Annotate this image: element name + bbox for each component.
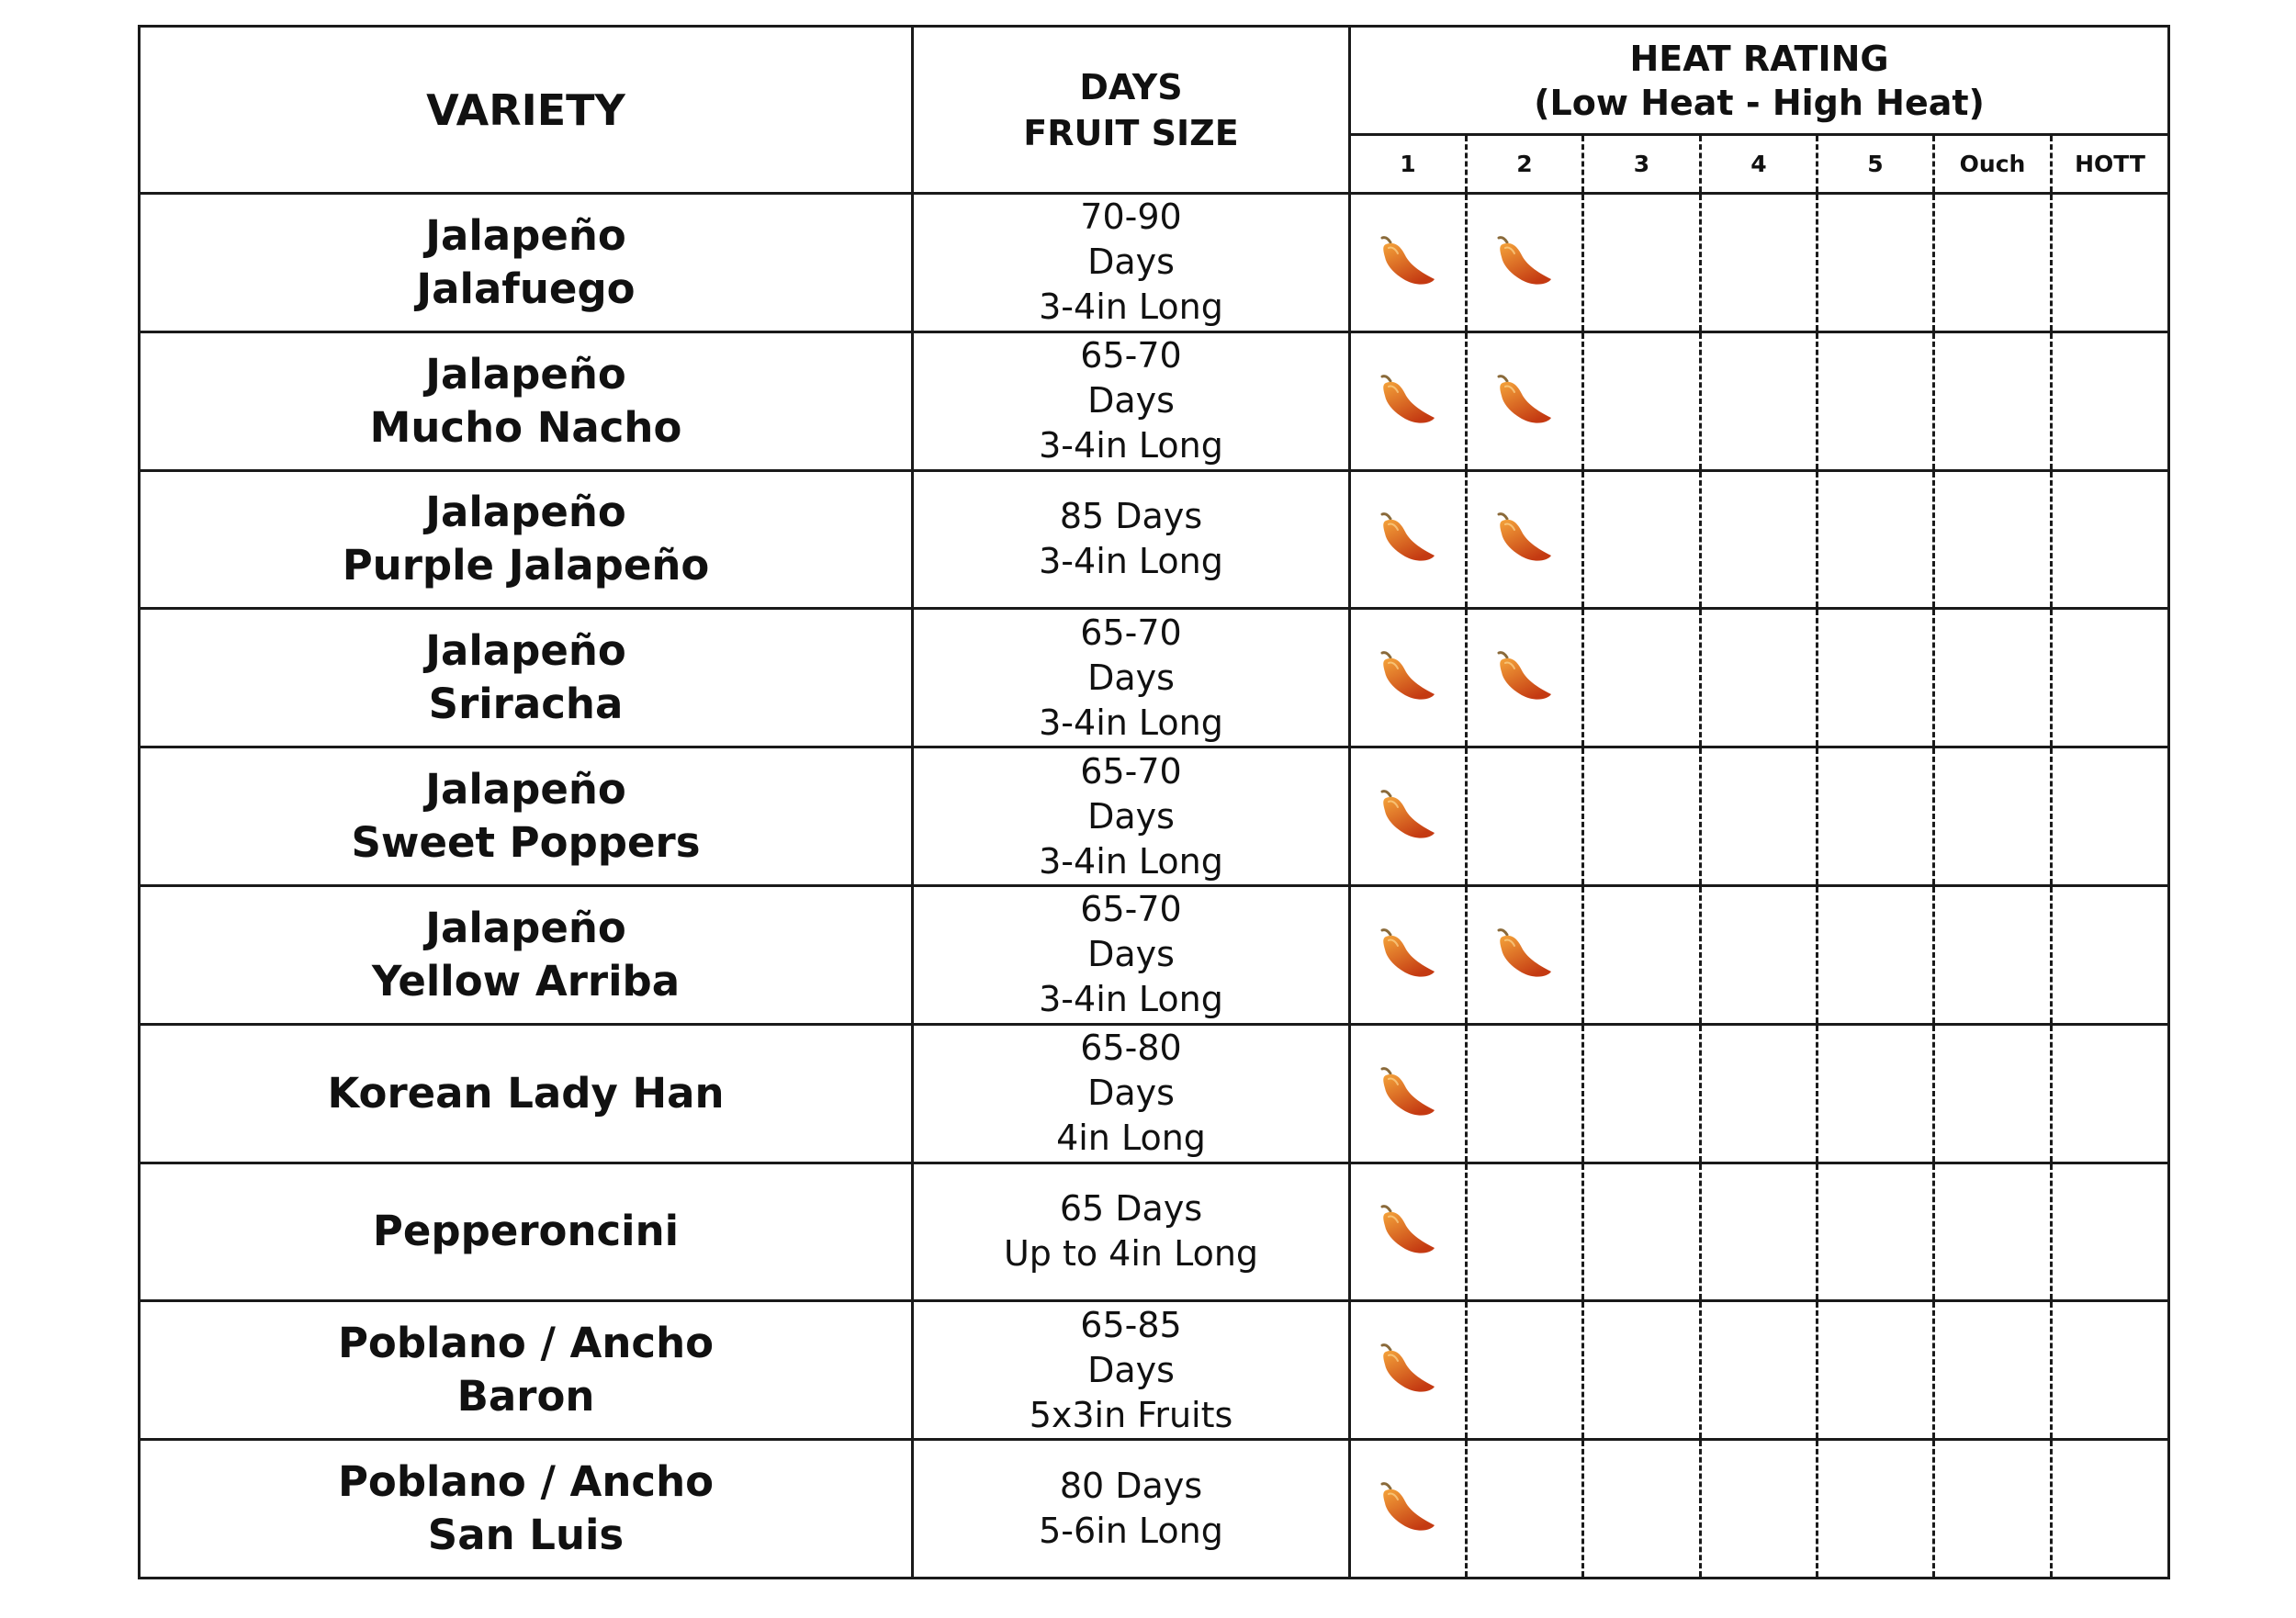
table-row [140, 1024, 2169, 1163]
days-fruit-size-cell [913, 470, 1350, 609]
heat-cell-4 [1701, 470, 1818, 609]
days-fruit-size-line: Days [1087, 242, 1175, 283]
heat-rating-title: HEAT RATING [1629, 38, 1889, 79]
variety-name-line: Jalapeño [425, 903, 626, 952]
variety-name-line: Purple Jalapeño [342, 541, 710, 590]
variety-cell [140, 609, 913, 747]
heat-cell-2 [1467, 885, 1583, 1024]
days-fruit-size-line: Days [1087, 1073, 1175, 1114]
heat-cell-1 [1350, 1163, 1467, 1301]
heat-cell-3 [1583, 470, 1701, 609]
chili-pepper-icon [1494, 650, 1555, 705]
heat-cell-3 [1583, 1163, 1701, 1301]
days-fruit-size-line: Days [1087, 934, 1175, 975]
days-fruit-size-line: 3-4in Long [1039, 702, 1223, 743]
heat-cell-2 [1467, 1163, 1583, 1301]
table-row [140, 194, 2169, 332]
chili-pepper-icon [1378, 1481, 1438, 1536]
days-fruit-size-line: 65-85 [1080, 1304, 1182, 1345]
heat-cell-2 [1467, 1301, 1583, 1440]
days-fruit-size-line: 65-70 [1080, 750, 1182, 792]
heat-cell-5 [1818, 747, 1934, 886]
chili-pepper-icon [1378, 511, 1438, 567]
table-row [140, 1301, 2169, 1440]
heat-cell-1 [1350, 1301, 1467, 1440]
variety-name-line: Jalafuego [416, 264, 636, 313]
days-fruit-size-line: 65-70 [1080, 612, 1182, 653]
heat-cell-4 [1701, 1163, 1818, 1301]
variety-name-line: Jalapeño [425, 626, 626, 676]
heat-cell-1 [1350, 331, 1467, 470]
days-fruit-size-line: 3-4in Long [1039, 979, 1223, 1020]
days-fruit-size-line: Days [1087, 795, 1175, 837]
days-fruit-size-line: 65 Days [1059, 1188, 1203, 1230]
days-fruit-size-cell [913, 609, 1350, 747]
table-row [140, 470, 2169, 609]
days-fruit-size-cell [913, 885, 1350, 1024]
variety-name-line: Poblano / Ancho [337, 1457, 715, 1507]
variety-name-line: Jalapeño [425, 349, 626, 399]
table-row [140, 1440, 2169, 1579]
variety-cell [140, 194, 913, 332]
days-fruit-size-line: 65-70 [1080, 335, 1182, 376]
table-row [140, 609, 2169, 747]
days-fruit-size-line: 5x3in Fruits [1029, 1394, 1233, 1435]
heat-level-header-2: 2 [1467, 135, 1583, 194]
table-body [140, 194, 2169, 1579]
days-fruit-size-line: 4in Long [1056, 1118, 1206, 1159]
heat-cell-ouch [1934, 470, 2052, 609]
days-fruit-size-line: 3-4in Long [1039, 840, 1223, 882]
chili-pepper-icon [1378, 235, 1438, 290]
heat-cell-1 [1350, 194, 1467, 332]
heat-cell-1 [1350, 609, 1467, 747]
chili-pepper-icon [1378, 374, 1438, 429]
heat-cell-5 [1818, 331, 1934, 470]
heat-cell-3 [1583, 885, 1701, 1024]
heat-cell-4 [1701, 1024, 1818, 1163]
days-fruit-size-cell [913, 194, 1350, 332]
table-row [140, 331, 2169, 470]
heat-cell-hott [2052, 1024, 2169, 1163]
days-fruit-size-line: 80 Days [1059, 1466, 1203, 1507]
heat-cell-2 [1467, 194, 1583, 332]
days-fruit-size-cell [913, 1024, 1350, 1163]
heat-cell-4 [1701, 1440, 1818, 1579]
heat-cell-5 [1818, 1301, 1934, 1440]
heat-cell-ouch [1934, 747, 2052, 886]
heat-cell-3 [1583, 609, 1701, 747]
heat-cell-2 [1467, 609, 1583, 747]
table-row [140, 1163, 2169, 1301]
heat-level-header-4: 4 [1701, 135, 1818, 194]
days-fruit-size-line: 65-70 [1080, 889, 1182, 930]
heat-cell-4 [1701, 194, 1818, 332]
variety-name-line: Sriracha [428, 680, 624, 729]
heat-cell-1 [1350, 470, 1467, 609]
heat-cell-hott [2052, 885, 2169, 1024]
days-fruit-size-cell [913, 1440, 1350, 1579]
heat-cell-3 [1583, 1301, 1701, 1440]
chili-pepper-icon [1494, 927, 1555, 983]
variety-name-line: Jalapeño [425, 210, 626, 260]
heat-cell-hott [2052, 609, 2169, 747]
chili-pepper-icon [1378, 927, 1438, 983]
days-fruit-size-line: 70-90 [1080, 197, 1182, 238]
chili-pepper-icon [1378, 1204, 1438, 1259]
heat-cell-4 [1701, 1301, 1818, 1440]
variety-name-line: Korean Lady Han [327, 1068, 725, 1118]
days-fruit-size-cell [913, 747, 1350, 886]
heat-cell-2 [1467, 747, 1583, 886]
variety-cell [140, 747, 913, 886]
heat-cell-ouch [1934, 609, 2052, 747]
heat-cell-4 [1701, 331, 1818, 470]
chili-pepper-icon [1378, 789, 1438, 844]
heat-cell-ouch [1934, 1163, 2052, 1301]
heat-cell-ouch [1934, 885, 2052, 1024]
heat-level-header-1: 1 [1350, 135, 1467, 194]
variety-name-line: Baron [456, 1372, 595, 1421]
heat-cell-ouch [1934, 331, 2052, 470]
variety-cell [140, 1163, 913, 1301]
heat-cell-hott [2052, 331, 2169, 470]
heat-cell-2 [1467, 331, 1583, 470]
days-fruit-size-line: 3-4in Long [1039, 287, 1223, 328]
variety-name-line: Sweet Poppers [351, 818, 701, 868]
variety-cell [140, 470, 913, 609]
days-fruit-size-line: Days [1087, 380, 1175, 421]
variety-header: VARIETY [140, 27, 913, 194]
days-header-label: DAYS [1079, 66, 1183, 107]
heat-cell-2 [1467, 1440, 1583, 1579]
heat-level-header-5: 5 [1818, 135, 1934, 194]
variety-cell [140, 1024, 913, 1163]
heat-cell-3 [1583, 747, 1701, 886]
days-fruit-size-line: 3-4in Long [1039, 425, 1223, 466]
chili-pepper-icon [1494, 374, 1555, 429]
variety-cell [140, 885, 913, 1024]
heat-cell-ouch [1934, 194, 2052, 332]
days-fruit-size-line: 5-6in Long [1039, 1511, 1223, 1552]
variety-cell [140, 331, 913, 470]
heat-cell-4 [1701, 609, 1818, 747]
variety-name-line: Jalapeño [425, 488, 626, 537]
days-fruit-size-line: 65-80 [1080, 1028, 1182, 1069]
variety-cell [140, 1440, 913, 1579]
fruit-size-header-label: FRUIT SIZE [1023, 112, 1239, 153]
heat-level-header-3: 3 [1583, 135, 1701, 194]
heat-cell-3 [1583, 1440, 1701, 1579]
heat-cell-1 [1350, 747, 1467, 886]
heat-cell-5 [1818, 885, 1934, 1024]
heat-cell-4 [1701, 885, 1818, 1024]
heat-cell-5 [1818, 1163, 1934, 1301]
chili-pepper-icon [1494, 511, 1555, 567]
heat-cell-3 [1583, 194, 1701, 332]
heat-cell-5 [1818, 1440, 1934, 1579]
heat-cell-hott [2052, 194, 2169, 332]
heat-cell-ouch [1934, 1024, 2052, 1163]
days-fruit-size-line: Days [1087, 1349, 1175, 1390]
days-fruit-size-cell [913, 1301, 1350, 1440]
heat-level-header-hott: HOTT [2052, 135, 2169, 194]
days-fruit-size-line: Up to 4in Long [1003, 1233, 1259, 1275]
table-row [140, 747, 2169, 886]
heat-cell-hott [2052, 1163, 2169, 1301]
heat-cell-hott [2052, 470, 2169, 609]
heat-cell-3 [1583, 1024, 1701, 1163]
heat-cell-1 [1350, 1024, 1467, 1163]
variety-name-line: Yellow Arriba [371, 956, 681, 1006]
heat-cell-1 [1350, 1440, 1467, 1579]
chili-pepper-icon [1378, 650, 1438, 705]
pepper-variety-table [138, 25, 2170, 1579]
heat-cell-5 [1818, 194, 1934, 332]
chili-pepper-icon [1494, 235, 1555, 290]
chili-pepper-icon [1378, 1066, 1438, 1121]
heat-cell-4 [1701, 747, 1818, 886]
heat-cell-hott [2052, 747, 2169, 886]
variety-name-line: Jalapeño [425, 765, 626, 815]
chili-pepper-icon [1378, 1343, 1438, 1398]
heat-rating-header [1350, 27, 2169, 135]
heat-cell-hott [2052, 1440, 2169, 1579]
variety-name-line: Mucho Nacho [369, 402, 682, 452]
heat-cell-2 [1467, 1024, 1583, 1163]
heat-cell-5 [1818, 1024, 1934, 1163]
heat-cell-1 [1350, 885, 1467, 1024]
heat-cell-hott [2052, 1301, 2169, 1440]
heat-cell-5 [1818, 609, 1934, 747]
heat-cell-3 [1583, 331, 1701, 470]
variety-name-line: San Luis [427, 1511, 625, 1560]
variety-name-line: Poblano / Ancho [337, 1319, 715, 1368]
heat-level-header-ouch: Ouch [1934, 135, 2052, 194]
variety-name-line: Pepperoncini [372, 1207, 680, 1256]
heat-cell-5 [1818, 470, 1934, 609]
days-fruit-size-cell [913, 331, 1350, 470]
heat-cell-ouch [1934, 1440, 2052, 1579]
days-fruit-size-cell [913, 1163, 1350, 1301]
heat-cell-ouch [1934, 1301, 2052, 1440]
heat-cell-2 [1467, 470, 1583, 609]
heat-rating-subtitle: (Low Heat - High Heat) [1534, 82, 1985, 123]
days-fruit-size-line: Days [1087, 657, 1175, 698]
days-fruit-size-line: 85 Days [1059, 496, 1203, 537]
days-fruit-size-line: 3-4in Long [1039, 541, 1223, 582]
variety-cell [140, 1301, 913, 1440]
table-row [140, 885, 2169, 1024]
days-fruit-size-header [913, 27, 1350, 194]
